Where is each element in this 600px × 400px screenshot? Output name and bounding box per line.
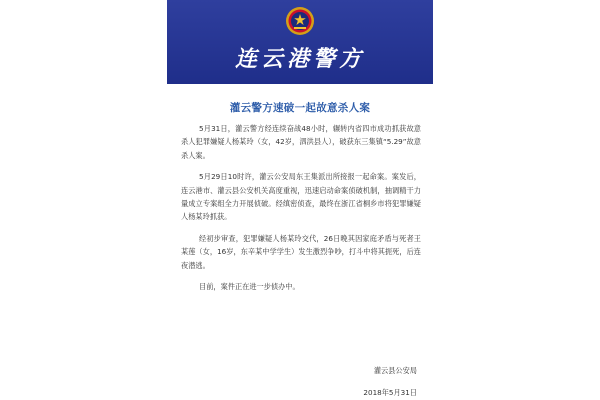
police-emblem-icon — [285, 6, 315, 36]
header-banner — [167, 0, 433, 84]
paragraph: 经初步审查，犯罪嫌疑人杨某玲交代，26日晚其因家庭矛盾与死者王某莲（女，16岁，东辛某中学学生）发生激烈争吵，打斗中将其扼死，后连夜潜逃。 — [181, 233, 421, 270]
article-body — [181, 122, 421, 301]
banner-title: 连云港警方 — [234, 46, 365, 72]
signature-date: 2018年5月31日 — [363, 388, 417, 397]
signature-org: 灌云县公安局 — [373, 366, 417, 375]
paragraph: 5月29日10时许，灌云公安局东王集派出所接报一起命案。案发后，连云港市、灌云县公安机关高度重视，迅速启动命案侦破机制，抽调精干力量成立专案组全力开展侦破。经缜密侦查，最终在浙江省桐乡市将犯罪嫌疑人杨某玲抓获。 — [181, 172, 421, 222]
paragraph: 5月31日，灌云警方经连续奋战48小时，辗转内省四市成功抓获故意杀人犯罪嫌疑人杨某玲（女，42岁，泗洪县人），破获东三集镇“5.29”故意杀人案。 — [181, 124, 421, 160]
article-title: 灌云警方速破一起故意杀人案 — [229, 102, 371, 114]
signature-block — [363, 360, 417, 400]
paragraph: 目前，案件正在进一步侦办中。 — [199, 282, 300, 292]
document — [167, 0, 433, 400]
